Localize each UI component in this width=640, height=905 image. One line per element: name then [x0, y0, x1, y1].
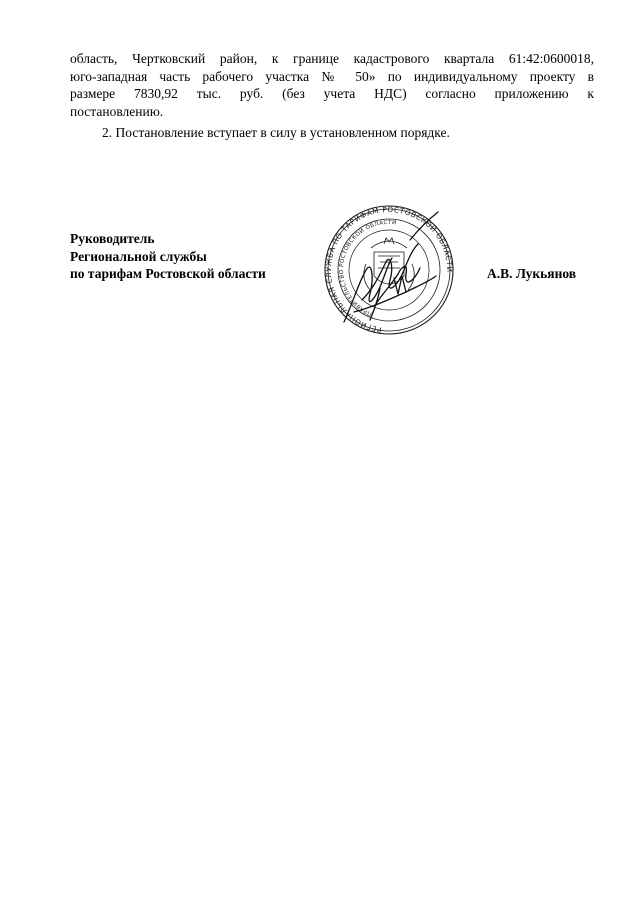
signatory-name: А.В. Лукьянов	[487, 266, 577, 281]
seal-inner-text: ПРАВИТЕЛЬСТВО РОСТОВСКОЙ ОБЛАСТИ	[338, 219, 397, 317]
paragraph-continued	[70, 50, 594, 120]
signatory-title	[70, 230, 266, 283]
seal-outer-text: РЕГИОНАЛЬНАЯ СЛУЖБА ПО ТАРИФАМ РОСТОВСКОЙ ОБЛАСТИ	[323, 204, 455, 335]
paragraph-effective-date: 2. Постановление вступает в силу в установленном порядке.	[102, 125, 450, 140]
signatory-title-line: Региональной службы	[70, 248, 207, 264]
signatory-title-line: Руководитель	[70, 231, 155, 246]
signatory-title-line: по тарифам Ростовской области	[70, 266, 266, 281]
official-seal-with-signature	[314, 204, 464, 340]
paragraph-line: постановлению.	[70, 103, 164, 119]
paragraph-line: юго-западная часть рабочего участка № 50» по индивидуальному проекту в	[70, 68, 594, 84]
seal-middle-ring	[338, 219, 440, 321]
paragraph-line: размере 7830,92 тыс. руб. (без учета НДС) согласно приложению к	[70, 86, 594, 101]
paragraph-line: область, Чертковский район, к границе кадастрового квартала 61:42:0600018,	[70, 51, 594, 66]
